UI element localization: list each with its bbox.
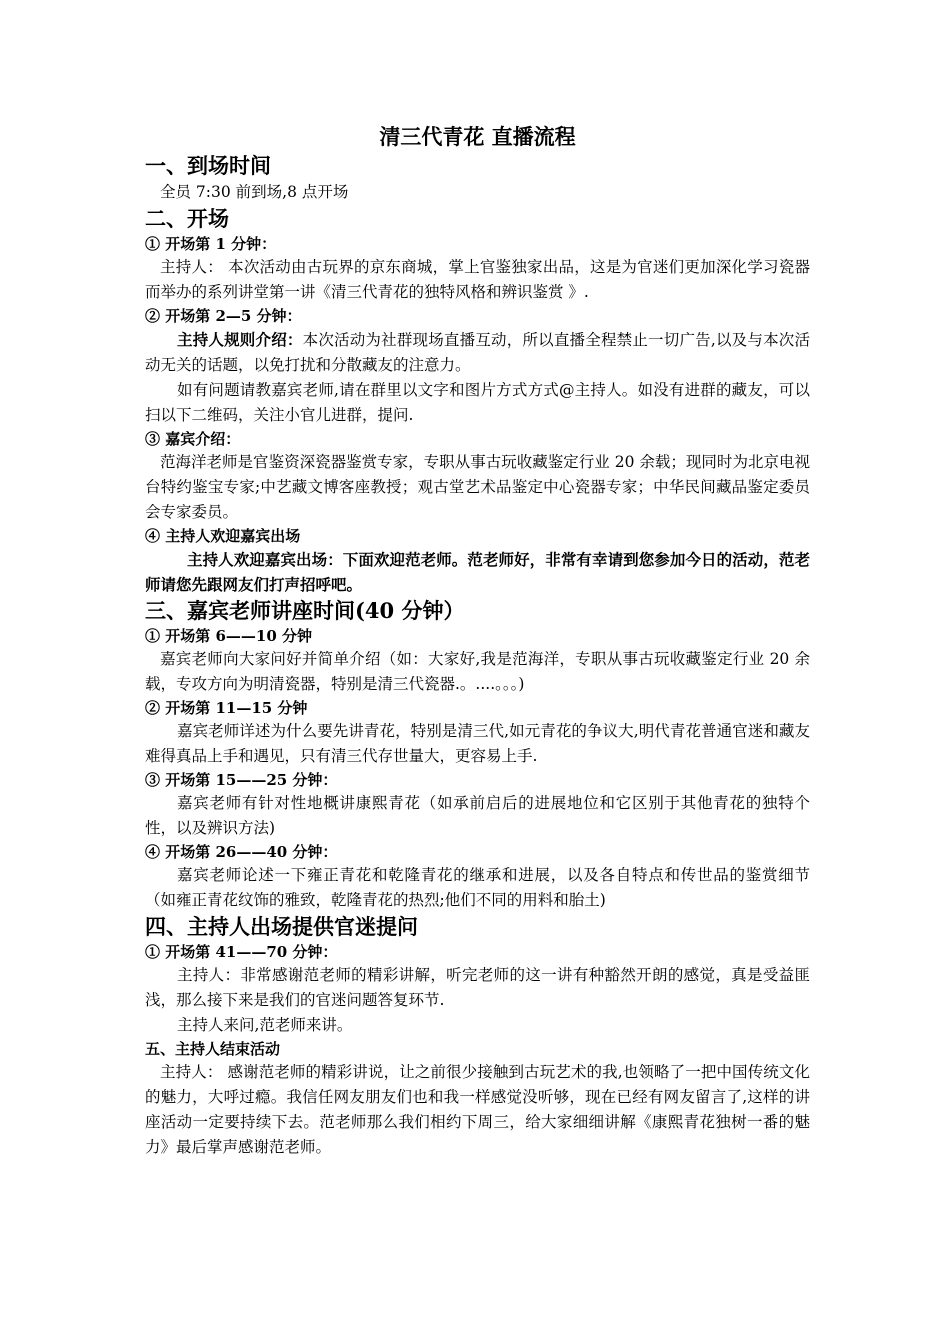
lecture-11-15-heading: ② 开场第 11—15 分钟 (145, 699, 308, 717)
qa-41-70-heading: ① 开场第 41——70 分钟： (145, 943, 338, 961)
page-title: 清三代青花 直播流程 (379, 124, 576, 149)
lecture-11-15-text: 嘉宾老师详述为什么要先讲青花，特别是清三代,如元青花的争议大,明代青花普通官迷和藏友难得真品上手和遇见，只有清三代存世量大，更容易上手. (145, 722, 810, 765)
lecture-15-25-heading: ③ 开场第 15——25 分钟： (145, 771, 338, 789)
lecture-26-40-heading: ④ 开场第 26——40 分钟： (145, 843, 338, 861)
opening-minute-2-5-heading: ② 开场第 2—5 分钟： (145, 307, 302, 325)
qa-format-text: 主持人来问,范老师来讲。 (177, 1016, 353, 1034)
lecture-26-40-text: 嘉宾老师论述一下雍正青花和乾隆青花的继承和进展，以及各自特点和传世品的鉴赏细节（如雍正青花纹饰的雅致，乾隆青花的热烈;他们不同的用料和胎土) (145, 866, 810, 909)
section-heading-arrival: 一、到场时间 (145, 153, 271, 178)
closing-text: 主持人： 感谢范老师的精彩讲说，让之前很少接触到古玩艺术的我,也领略了一把中国传统文化的魅力，大呼过瘾。我信任网友朋友们也和我一样感觉没听够，现在已经有网友留言了,这样的讲座活动一定要持续下去。范老师那么我们相约下周三，给大家细细讲解《康熙青花独树一番的魅力》最后掌声感谢范老师。 (145, 1063, 810, 1156)
document-body (145, 122, 810, 1160)
opening-minute-1-heading: ① 开场第 1 分钟： (145, 235, 277, 253)
section-heading-qa: 四、主持人出场提供官迷提问 (145, 914, 418, 939)
qa-host-text: 主持人：非常感谢范老师的精彩讲解，听完老师的这一讲有种豁然开朗的感觉，真是受益匪浅，那么接下来是我们的官迷问题答复环节. (145, 966, 810, 1009)
host-rules-label: 主持人规则介绍： (177, 330, 303, 349)
lecture-15-25-text: 嘉宾老师有针对性地概讲康熙青花（如承前启后的进展地位和它区别于其他青花的独特个性，以及辨识方法) (145, 794, 810, 837)
lecture-6-10-text: 嘉宾老师向大家问好并简单介绍（如：大家好,我是范海洋，专职从事古玩收藏鉴定行业 20 余载，专攻方向为明清瓷器，特别是清三代瓷器.。....。。。) (145, 650, 810, 693)
guest-intro-heading: ③ 嘉宾介绍： (145, 430, 241, 448)
opening-minute-1-text: 主持人： 本次活动由古玩界的京东商城，掌上官鉴独家出品，这是为官迷们更加深化学习瓷器而举办的系列讲堂第一讲《清三代青花的独特风格和辨识鉴赏 》. (145, 258, 810, 301)
section-heading-closing: 五、主持人结束活动 (145, 1040, 281, 1058)
section-heading-lecture: 三、嘉宾老师讲座时间(40 分钟） (145, 598, 465, 623)
welcome-guest-heading: ④ 主持人欢迎嘉宾出场 (145, 527, 301, 545)
section-heading-opening: 二、开场 (145, 206, 229, 231)
guest-intro-text: 范海洋老师是官鉴资深瓷器鉴赏专家，专职从事古玩收藏鉴定行业 20 余载；现同时为北京电视台特约鉴宝专家;中艺藏文博客座教授；观古堂艺术品鉴定中心瓷器专家；中华民间藏品鉴定委员会专家委员。 (145, 453, 810, 521)
welcome-guest-text: 主持人欢迎嘉宾出场：下面欢迎范老师。范老师好，非常有幸请到您参加今日的活动，范老师请您先跟网友们打声招呼吧。 (145, 550, 810, 594)
questions-paragraph: 如有问题请教嘉宾老师,请在群里以文字和图片方式方式@主持人。如没有进群的藏友，可以扫以下二维码，关注小官儿进群，提问. (145, 381, 810, 424)
host-rules-paragraph (145, 327, 810, 378)
host-rules-text: 本次活动为社群现场直播互动，所以直播全程禁止一切广告,以及与本次活动无关的话题，以免打扰和分散藏友的注意力。 (145, 331, 810, 374)
arrival-text: 全员 7:30 前到场,8 点开场 (160, 183, 349, 201)
lecture-6-10-heading: ① 开场第 6——10 分钟 (145, 627, 312, 645)
